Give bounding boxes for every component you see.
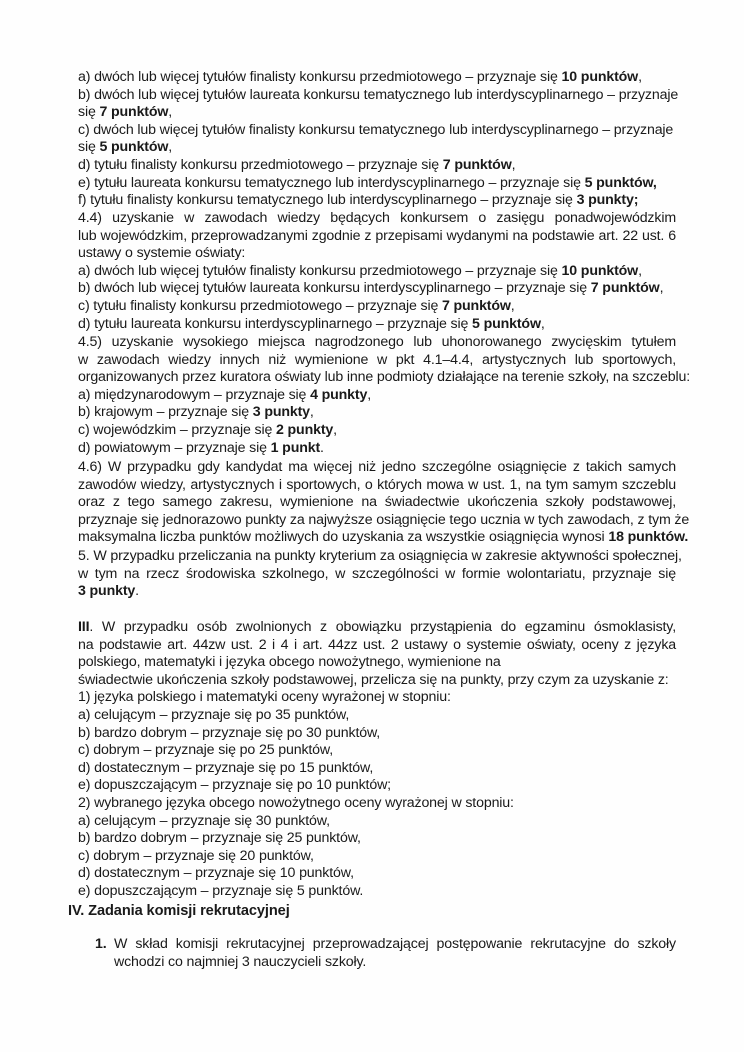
text-run: 4.6) W przypadku gdy kandydat ma więcej niż jedno szczególne osiągnięcie z takich samych	[78, 459, 676, 475]
text-line	[78, 883, 676, 901]
text-line	[78, 139, 676, 157]
section-4-4	[78, 210, 676, 333]
text-line	[78, 122, 676, 140]
text-run: ,	[367, 386, 372, 403]
bold-run: 7 punktów	[441, 297, 511, 314]
text-line	[78, 637, 676, 655]
text-line	[78, 583, 676, 601]
text-line	[78, 494, 676, 512]
text-run: b) bardzo dobrym – przyznaje się 25 punktów,	[78, 830, 361, 847]
bold-run: III	[78, 619, 90, 635]
text-line	[78, 369, 690, 387]
text-line	[78, 210, 676, 228]
bold-run: 7 punktów	[99, 104, 169, 121]
text-line	[78, 725, 676, 743]
text-run: d) tytułu laureata konkursu interdyscyplinarnego – przyznaje się	[78, 315, 473, 332]
text-run: 5. W przypadku przeliczania na punkty kryterium za osiągnięcia w zakresie aktywności społecznej,	[78, 548, 682, 564]
bold-run: 2 punkty	[276, 421, 334, 438]
bold-run: 3 punkty	[252, 404, 310, 421]
text-line	[78, 263, 676, 281]
text-line	[78, 511, 690, 530]
text-run: . W przypadku osób zwolnionych z obowiązku przystąpienia do egzaminu ósmoklasisty,	[89, 619, 676, 635]
text-line	[78, 795, 676, 813]
text-line	[78, 228, 676, 246]
text-run: ,	[638, 262, 642, 279]
bold-run: 7 punktów	[590, 280, 660, 297]
bold-run: 4 punkty	[310, 386, 368, 403]
text-run: lub wojewódzkim, przeprowadzanymi zgodnie z przepisami wydanymi na podstawie art. 22 ust. 6	[78, 227, 676, 244]
text-run: c) tytułu finalisty konkursu przedmiotowego – przyznaje się	[78, 297, 442, 314]
text-run: 4.5) uzyskanie wysokiego miejsca nagrodzonego lub uhonorowanego zwycięskim tytułem	[78, 334, 676, 350]
section-IV-item-1	[95, 936, 676, 971]
text-line	[78, 387, 676, 405]
text-run: ,	[309, 404, 314, 421]
text-line	[78, 192, 676, 210]
text-run: a) celującym – przyznaje się po 35 punktów,	[78, 706, 350, 723]
text-line	[78, 459, 676, 477]
text-line	[78, 298, 676, 316]
bold-run: 3 punkty;	[576, 192, 639, 209]
text-run: .	[320, 439, 324, 456]
text-line	[78, 865, 676, 883]
bold-run: 5 punktów	[472, 315, 541, 332]
text-run: ,	[333, 421, 337, 438]
text-run: c) dobrym – przyznaje się po 25 punktów,	[78, 742, 334, 759]
text-run: e) tytułu laureata konkursu tematycznego lub interdyscyplinarnego – przyznaje się	[78, 174, 585, 191]
text-line	[78, 280, 676, 298]
text-line	[78, 672, 676, 690]
bold-run: 18 punktów.	[608, 529, 689, 546]
text-run: w zawodach wiedzy innych niż wymienione w pkt 4.1–4.4, artystycznych lub sportowych,	[78, 351, 676, 368]
text-run: a) dwóch lub więcej tytułów finalisty konkursu przedmiotowego – przyznaje się	[78, 262, 562, 279]
text-run: się	[78, 139, 100, 156]
text-run: c) wojewódzkim – przyznaje się	[78, 421, 276, 438]
text-line	[78, 422, 676, 440]
text-line	[78, 707, 676, 725]
text-line	[78, 245, 676, 263]
text-run: organizowanych przez kuratora oświaty lub inne podmioty działające na terenie szkoły, na szczeblu:	[78, 369, 690, 386]
text-line	[78, 86, 679, 105]
text-line	[78, 69, 676, 87]
text-run: a) dwóch lub więcej tytułów finalisty konkursu przedmiotowego – przyznaje się	[78, 69, 562, 85]
text-line	[78, 404, 676, 422]
text-line	[78, 529, 689, 547]
section-4-5	[78, 334, 690, 457]
section-III	[78, 619, 676, 901]
text-run: ,	[638, 69, 642, 85]
text-run: b) bardzo dobrym – przyznaje się po 30 punktów,	[78, 724, 381, 741]
bold-run: 5 punktów,	[584, 174, 657, 191]
text-run: b) dwóch lub więcej tytułów laureata konkursu tematycznego lub interdyscyplinarnego – przyznaje	[78, 86, 679, 103]
section-IV-heading: IV. Zadania komisji rekrutacyjnej	[68, 903, 290, 919]
text-line	[78, 175, 676, 193]
item-number: 1.	[95, 936, 107, 952]
text-run: zawodów wiedzy, artystycznych i sportowych, o których mowa w ust. 1, na tym samym szczeblu	[78, 476, 676, 493]
list-continuation	[78, 69, 679, 210]
text-line	[78, 316, 676, 334]
text-run: ,	[659, 280, 664, 297]
text-line	[78, 848, 676, 866]
text-run: przyznaje się jednorazowo punkty za najwyższe osiągnięcie tego ucznia w tych zawodach, z tym że	[78, 511, 690, 528]
text-line	[78, 104, 676, 122]
text-run: a) celującym – przyznaje się 30 punktów,	[78, 812, 330, 829]
text-line	[78, 777, 676, 795]
text-run: w tym na rzecz środowiska szkolnego, w szczególności w formie wolontariatu, przyznaje się	[78, 565, 676, 582]
text-run: ,	[168, 139, 173, 156]
bold-run: 7 punktów	[442, 156, 512, 173]
text-run: e) dopuszczającym – przyznaje się 5 punktów.	[78, 882, 364, 899]
text-run: maksymalna liczba punktów możliwych do uzyskania za wszystkie osiągnięcia wynosi	[78, 529, 609, 546]
text-line	[78, 334, 676, 352]
text-run: 4.4) uzyskanie w zawodach wiedzy będących konkursem o zasięgu ponadwojewódzkim	[78, 210, 676, 226]
text-run: ,	[540, 315, 545, 332]
text-run: .	[135, 583, 139, 600]
section-5	[78, 548, 682, 601]
text-run: e) dopuszczającym – przyznaje się po 10 punktów;	[78, 777, 391, 794]
bold-run: 1 punkt	[270, 439, 321, 456]
text-run: f) tytułu finalisty konkursu tematycznego lub interdyscyplinarnego – przyznaje się	[78, 192, 577, 209]
text-run: a) międzynarodowym – przyznaje się	[78, 386, 311, 403]
text-run: na podstawie art. 44zw ust. 2 i 4 i art. 44zz ust. 2 ustawy o systemie oświaty, oceny z języka	[78, 636, 676, 653]
text-line	[78, 440, 676, 458]
text-run: ,	[168, 104, 173, 121]
text-line	[78, 619, 676, 637]
section-4-6	[78, 459, 690, 547]
text-run: d) powiatowym – przyznaje się	[78, 439, 271, 456]
text-line	[78, 760, 676, 778]
text-run: d) dostatecznym – przyznaje się 10 punktów,	[78, 865, 354, 882]
text-line	[78, 830, 676, 848]
text-run: oraz z tego samego zakresu, wymienione na świadectwie ukończenia szkoły podstawowej,	[78, 494, 676, 511]
text-line	[78, 548, 682, 566]
text-run: b) dwóch lub więcej tytułów laureata konkursu interdyscyplinarnego – przyznaje się	[78, 280, 591, 297]
text-run: d) dostatecznym – przyznaje się po 15 punktów,	[78, 759, 374, 776]
text-run: polskiego, matematyki i języka obcego nowożytnego, wymienione na	[78, 654, 501, 671]
item-text-line: wchodzi co najmniej 3 nauczycieli szkoły.	[114, 953, 367, 970]
text-run: się	[78, 104, 100, 121]
bold-run: 10 punktów	[561, 69, 639, 85]
item-text-line: W skład komisji rekrutacyjnej przeprowadzającej postępowanie rekrutacyjne do szkoły	[114, 936, 676, 952]
text-line	[78, 352, 676, 370]
text-run: b) krajowym – przyznaje się	[78, 404, 253, 421]
text-line	[78, 477, 676, 495]
text-line	[78, 689, 676, 707]
text-run: świadectwie ukończenia szkoły podstawowej, przelicza się na punkty, przy czym za uzyskanie z:	[78, 671, 669, 688]
text-line	[78, 157, 676, 175]
bold-run: 10 punktów	[561, 262, 639, 279]
text-run: ustawy o systemie oświaty:	[78, 245, 246, 262]
text-line	[78, 566, 676, 584]
bold-run: 5 punktów	[99, 139, 169, 156]
text-line	[78, 654, 676, 672]
text-line	[78, 813, 676, 831]
text-line	[78, 742, 676, 760]
text-run: 2) wybranego języka obcego nowożytnego oceny wyrażonej w stopniu:	[78, 794, 514, 811]
text-run: ,	[511, 156, 516, 173]
text-run: ,	[510, 297, 515, 314]
text-run: c) dwóch lub więcej tytułów finalisty konkursu tematycznego lub interdyscyplinarnego – przyznaje	[78, 121, 674, 138]
text-run: 1) języka polskiego i matematyki oceny wyrażonej w stopniu:	[78, 689, 451, 706]
text-run: d) tytułu finalisty konkursu przedmiotowego – przyznaje się	[78, 156, 443, 173]
text-run: c) dobrym – przyznaje się 20 punktów,	[78, 847, 314, 864]
bold-run: 3 punkty	[78, 583, 136, 600]
